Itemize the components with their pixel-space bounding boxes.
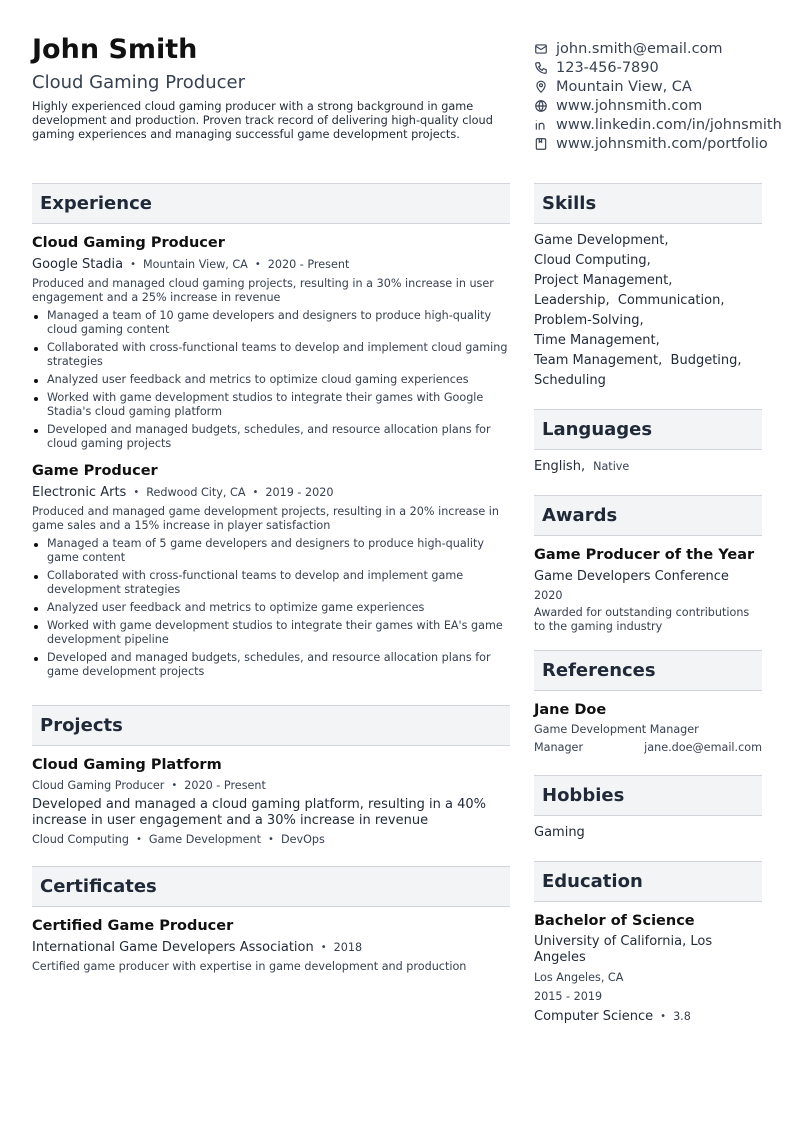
- job-bullet: Analyzed user feedback and metrics to optimize cloud gaming experiences: [32, 373, 510, 387]
- skill-item: Time Management,: [534, 333, 660, 348]
- linkedin-link: www.linkedin.com/in/johnsmith: [556, 116, 782, 133]
- education-gpa: 3.8: [673, 1010, 691, 1023]
- hobbies-section: [534, 775, 762, 843]
- projects-section: [32, 705, 510, 850]
- skill-item: Communication,: [617, 293, 725, 308]
- separator-dot: •: [130, 259, 137, 270]
- project-title: Cloud Gaming Platform: [32, 757, 222, 773]
- project-tag: DevOps: [280, 833, 325, 846]
- contact-email[interactable]: [534, 39, 794, 58]
- job-bullet: Developed and managed budgets, schedules, and resource allocation plans for game development projects: [32, 651, 510, 679]
- reference-item: [534, 700, 762, 757]
- certificates-section: [32, 866, 510, 974]
- job-bullet: Developed and managed budgets, schedules, and resource allocation plans for cloud gaming projects: [32, 423, 510, 451]
- hobby-item: Gaming: [534, 825, 585, 840]
- school: University of California, Los Angeles: [534, 934, 713, 965]
- reference-position: Game Development Manager: [534, 723, 699, 736]
- certificates-heading: Certificates: [32, 866, 510, 907]
- separator-dot: •: [268, 834, 274, 845]
- experience-item: [32, 461, 510, 679]
- job-bullets: [32, 537, 510, 679]
- linkedin-icon: [534, 118, 548, 132]
- award-issuer: Game Developers Conference: [534, 569, 729, 584]
- language-level: Native: [593, 460, 630, 473]
- skill-item: Leadership,: [534, 293, 610, 308]
- skill-item: Project Management,: [534, 273, 673, 288]
- education-location: Los Angeles, CA: [534, 971, 624, 984]
- portfolio-link: www.johnsmith.com/portfolio: [556, 135, 768, 152]
- references-section: [534, 650, 762, 757]
- portfolio-icon: [534, 137, 548, 151]
- separator-dot: •: [171, 780, 178, 791]
- language-name: English,: [534, 459, 586, 474]
- reference-role: Manager: [534, 741, 584, 754]
- languages-section: [534, 409, 762, 477]
- phone-text: 123-456-7890: [556, 59, 659, 76]
- separator-dot: •: [135, 834, 142, 845]
- projects-heading: Projects: [32, 705, 510, 746]
- experience-section: [32, 183, 510, 683]
- project-item: [32, 755, 510, 850]
- skills-list: [534, 231, 762, 391]
- reference-email[interactable]: jane.doe@email.com: [644, 741, 762, 754]
- education-dates: 2015 - 2019: [534, 990, 603, 1003]
- location-pin-icon: [534, 80, 548, 94]
- project-tag: Game Development: [148, 833, 262, 846]
- candidate-name: John Smith: [32, 34, 198, 65]
- location-text: Mountain View, CA: [556, 78, 692, 95]
- award-item: [534, 545, 762, 634]
- left-column: [32, 30, 510, 142]
- project-dates: 2020 - Present: [184, 779, 266, 792]
- skill-item: Budgeting,: [670, 353, 742, 368]
- skill-item: Team Management,: [534, 353, 663, 368]
- job-bullet: Analyzed user feedback and metrics to optimize game experiences: [32, 601, 510, 615]
- job-description: Produced and managed game development projects, resulting in a 20% increase in game sales and a 15% increase in player satisfaction: [32, 505, 500, 532]
- mail-icon: [534, 42, 548, 56]
- skill-item: Problem-Solving,: [534, 313, 644, 328]
- job-description: Produced and managed cloud gaming projects, resulting in a 30% increase in user engagement and a 25% increase in revenue: [32, 277, 494, 304]
- job-bullet: Collaborated with cross-functional teams to develop and implement game development strategies: [32, 569, 510, 597]
- certificate-year: 2018: [333, 941, 363, 954]
- certificate-item: [32, 916, 510, 974]
- education-field: Computer Science: [534, 1009, 654, 1024]
- skills-section: [534, 183, 762, 391]
- phone-icon: [534, 61, 548, 75]
- skill-item: Game Development,: [534, 233, 669, 248]
- contact-portfolio[interactable]: [534, 134, 794, 153]
- project-description: Developed and managed a cloud gaming platform, resulting in a 40% increase in user engagement and a 30% increase in revenue: [32, 797, 487, 828]
- experience-item: [32, 233, 510, 451]
- project-role: Cloud Gaming Producer: [32, 779, 165, 792]
- project-tag: Cloud Computing: [32, 833, 129, 846]
- job-dates: 2020 - Present: [267, 258, 350, 271]
- job-bullet: Worked with game development studios to integrate their games with Google Stadia's cloud gaming platform: [32, 391, 510, 419]
- separator-dot: •: [254, 259, 261, 270]
- certificate-issuer: International Game Developers Association: [32, 940, 314, 955]
- job-location: Mountain View, CA: [143, 258, 248, 271]
- job-bullets: [32, 309, 510, 451]
- separator-dot: •: [252, 487, 259, 498]
- company: Google Stadia: [32, 257, 124, 272]
- globe-icon: [534, 99, 548, 113]
- contact-block: [534, 39, 794, 153]
- references-heading: References: [534, 650, 762, 691]
- hobbies-heading: Hobbies: [534, 775, 762, 816]
- job-bullet: Collaborated with cross-functional teams to develop and implement cloud gaming strategies: [32, 341, 510, 369]
- skill-item: Scheduling: [534, 373, 606, 388]
- candidate-title: Cloud Gaming Producer: [32, 72, 245, 93]
- contact-phone[interactable]: [534, 58, 794, 77]
- contact-linkedin[interactable]: [534, 115, 794, 134]
- skill-item: Cloud Computing,: [534, 253, 651, 268]
- education-section: [534, 861, 762, 1027]
- summary: Highly experienced cloud gaming producer with a strong background in game development and production. Proven track record of delivering high-quality cloud gaming experiences and managing successful game development projects.: [32, 100, 493, 141]
- experience-heading: Experience: [32, 183, 510, 224]
- skills-heading: Skills: [534, 183, 762, 224]
- website-link: www.johnsmith.com: [556, 97, 703, 114]
- company: Electronic Arts: [32, 485, 127, 500]
- certificate-description: Certified game producer with expertise in game development and production: [32, 960, 467, 973]
- job-bullet: Managed a team of 10 game developers and designers to produce high-quality cloud gaming content: [32, 309, 510, 337]
- awards-section: [534, 495, 762, 634]
- job-title: Cloud Gaming Producer: [32, 235, 225, 251]
- certificate-title: Certified Game Producer: [32, 918, 234, 934]
- job-title: Game Producer: [32, 463, 158, 479]
- award-title: Game Producer of the Year: [534, 547, 755, 563]
- languages-heading: Languages: [534, 409, 762, 450]
- job-location: Redwood City, CA: [146, 486, 246, 499]
- award-year: 2020: [534, 589, 563, 602]
- reference-name: Jane Doe: [534, 702, 607, 718]
- separator-dot: •: [660, 1011, 667, 1022]
- education-item: [534, 911, 762, 1027]
- job-dates: 2019 - 2020: [265, 486, 334, 499]
- degree: Bachelor of Science: [534, 913, 695, 929]
- job-bullet: Worked with game development studios to integrate their games with EA's game development pipeline: [32, 619, 510, 647]
- contact-website[interactable]: [534, 96, 794, 115]
- education-heading: Education: [534, 861, 762, 902]
- awards-heading: Awards: [534, 495, 762, 536]
- separator-dot: •: [133, 487, 140, 498]
- contact-location: [534, 77, 794, 96]
- separator-dot: •: [320, 942, 327, 953]
- job-bullet: Managed a team of 5 game developers and designers to produce high-quality game content: [32, 537, 510, 565]
- email-text: john.smith@email.com: [556, 40, 723, 57]
- award-description: Awarded for outstanding contributions to the gaming industry: [534, 606, 750, 633]
